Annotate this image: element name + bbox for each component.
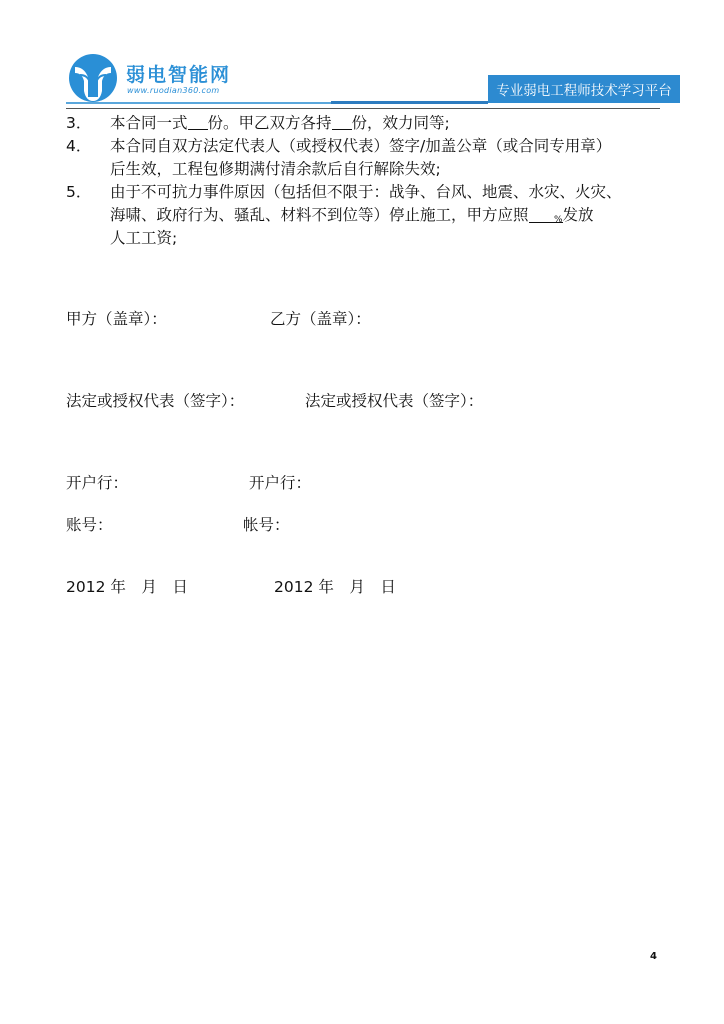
clause-text: 份，效力同等; — [351, 114, 450, 132]
clause-text: 份。甲乙双方各持 — [207, 114, 332, 132]
party-b-seal: 乙方（盖章）： — [270, 310, 371, 328]
party-a-account: 账号： — [66, 516, 113, 534]
party-a-rep: 法定或授权代表（签字）： — [66, 392, 245, 410]
party-b-date: 2012 年 月 日 — [274, 578, 396, 596]
clause-3 — [66, 112, 666, 135]
clause-5 — [66, 181, 666, 250]
blank-percent — [529, 206, 563, 223]
clause-text: 海啸、政府行为、骚乱、材料不到位等）停止施工，甲方应照 — [110, 206, 529, 224]
platform-banner: 专业弱电工程师技术学习平台 — [488, 75, 680, 103]
party-b-bank: 开户行： — [249, 474, 312, 492]
blank-copies-each — [332, 113, 352, 130]
contract-clauses — [66, 112, 666, 250]
clause-text: 本合同自双方法定代表人（或授权代表）签字/加盖公章（或合同专用章） — [110, 137, 612, 155]
header-divider-right — [331, 101, 488, 104]
header-rule — [66, 108, 660, 109]
logo-url: www.ruodian360.com — [127, 86, 220, 95]
party-b-rep: 法定或授权代表（签字）： — [305, 392, 484, 410]
clause-number: 3． — [66, 114, 92, 132]
clause-text: 本合同一式 — [110, 114, 188, 132]
party-a-date: 2012 年 月 日 — [66, 578, 188, 596]
page-number: 4 — [650, 951, 657, 962]
logo-icon — [66, 53, 122, 103]
clause-text: 人工工资; — [110, 229, 178, 247]
clause-text: 由于不可抗力事件原因（包括但不限于：战争、台风、地震、水灾、火灾、 — [110, 183, 622, 201]
header-divider-left — [66, 102, 331, 104]
party-a-seal: 甲方（盖章）： — [66, 310, 167, 328]
blank-copies — [188, 113, 208, 130]
party-b-account: 帐号： — [243, 516, 290, 534]
clause-number: 5． — [66, 183, 92, 201]
clause-text: 发放 — [562, 206, 594, 224]
logo-title: 弱电智能网 — [126, 64, 232, 86]
percent-sign: % — [553, 215, 563, 225]
page-header — [0, 0, 724, 112]
clause-4 — [66, 135, 666, 181]
party-a-bank: 开户行： — [66, 474, 129, 492]
clause-number: 4． — [66, 137, 92, 155]
clause-text: 后生效，工程包修期满付清余款后自行解除失效; — [110, 160, 441, 178]
